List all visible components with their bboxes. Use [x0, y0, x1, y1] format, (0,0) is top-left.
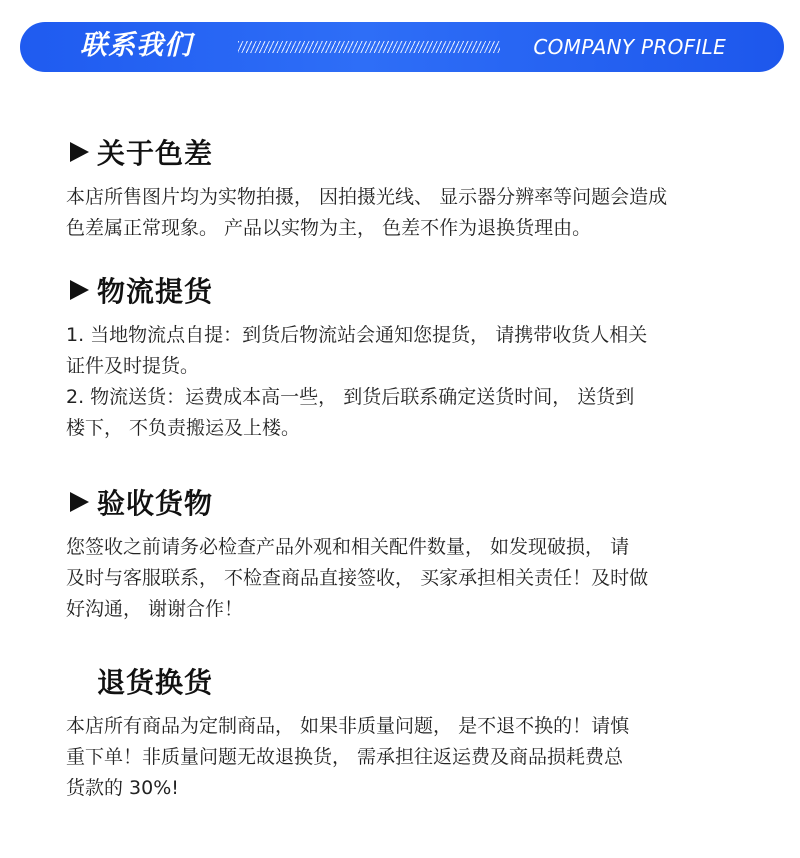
section-title: 退货换货	[97, 666, 214, 699]
paragraph-line: 楼下， 不负责搬运及上楼。	[66, 417, 301, 439]
section-logistics-pickup	[66, 270, 766, 444]
section-heading	[66, 270, 766, 310]
banner-title: 联系我们	[80, 30, 192, 61]
paragraph-line: 2. 物流送货：运费成本高一些， 到货后联系确定送货时间， 送货到	[66, 386, 635, 408]
banner-subtitle: COMPANY PROFILE	[533, 35, 726, 59]
section-returns-exchanges	[66, 661, 766, 804]
triangle-bullet-icon	[70, 280, 89, 300]
banner-decoration	[238, 41, 500, 53]
paragraph-line: 您签收之前请务必检查产品外观和相关配件数量， 如发现破损， 请	[66, 536, 630, 558]
triangle-bullet-icon	[70, 142, 89, 162]
paragraph-line: 货款的 30%!	[66, 777, 179, 799]
paragraph-line: 本店所售图片均为实物拍摄， 因拍摄光线、 显示器分辨率等问题会造成	[66, 186, 668, 208]
section-color-difference	[66, 132, 766, 244]
paragraph-line: 色差属正常现象。 产品以实物为主， 色差不作为退换货理由。	[66, 217, 592, 239]
section-heading	[66, 132, 766, 172]
paragraph-line: 证件及时提货。	[66, 355, 200, 377]
section-heading	[66, 482, 766, 522]
paragraph-line: 重下单！非质量问题无故退换货， 需承担往返运费及商品损耗费总	[66, 746, 624, 768]
section-goods-inspection	[66, 482, 766, 625]
section-title: 物流提货	[97, 275, 214, 308]
paragraph-line: 及时与客服联系， 不检查商品直接签收， 买家承担相关责任！及时做	[66, 567, 649, 589]
section-heading	[66, 661, 766, 701]
section-title: 验收货物	[97, 487, 214, 520]
paragraph-line: 本店所有商品为定制商品， 如果非质量问题， 是不退不换的！请慎	[66, 715, 630, 737]
triangle-bullet-icon	[70, 492, 89, 512]
paragraph-line: 1. 当地物流点自提：到货后物流站会通知您提货， 请携带收货人相关	[66, 324, 648, 346]
header-banner	[20, 22, 784, 72]
paragraph-line: 好沟通， 谢谢合作！	[66, 598, 244, 620]
section-title: 关于色差	[97, 137, 214, 170]
